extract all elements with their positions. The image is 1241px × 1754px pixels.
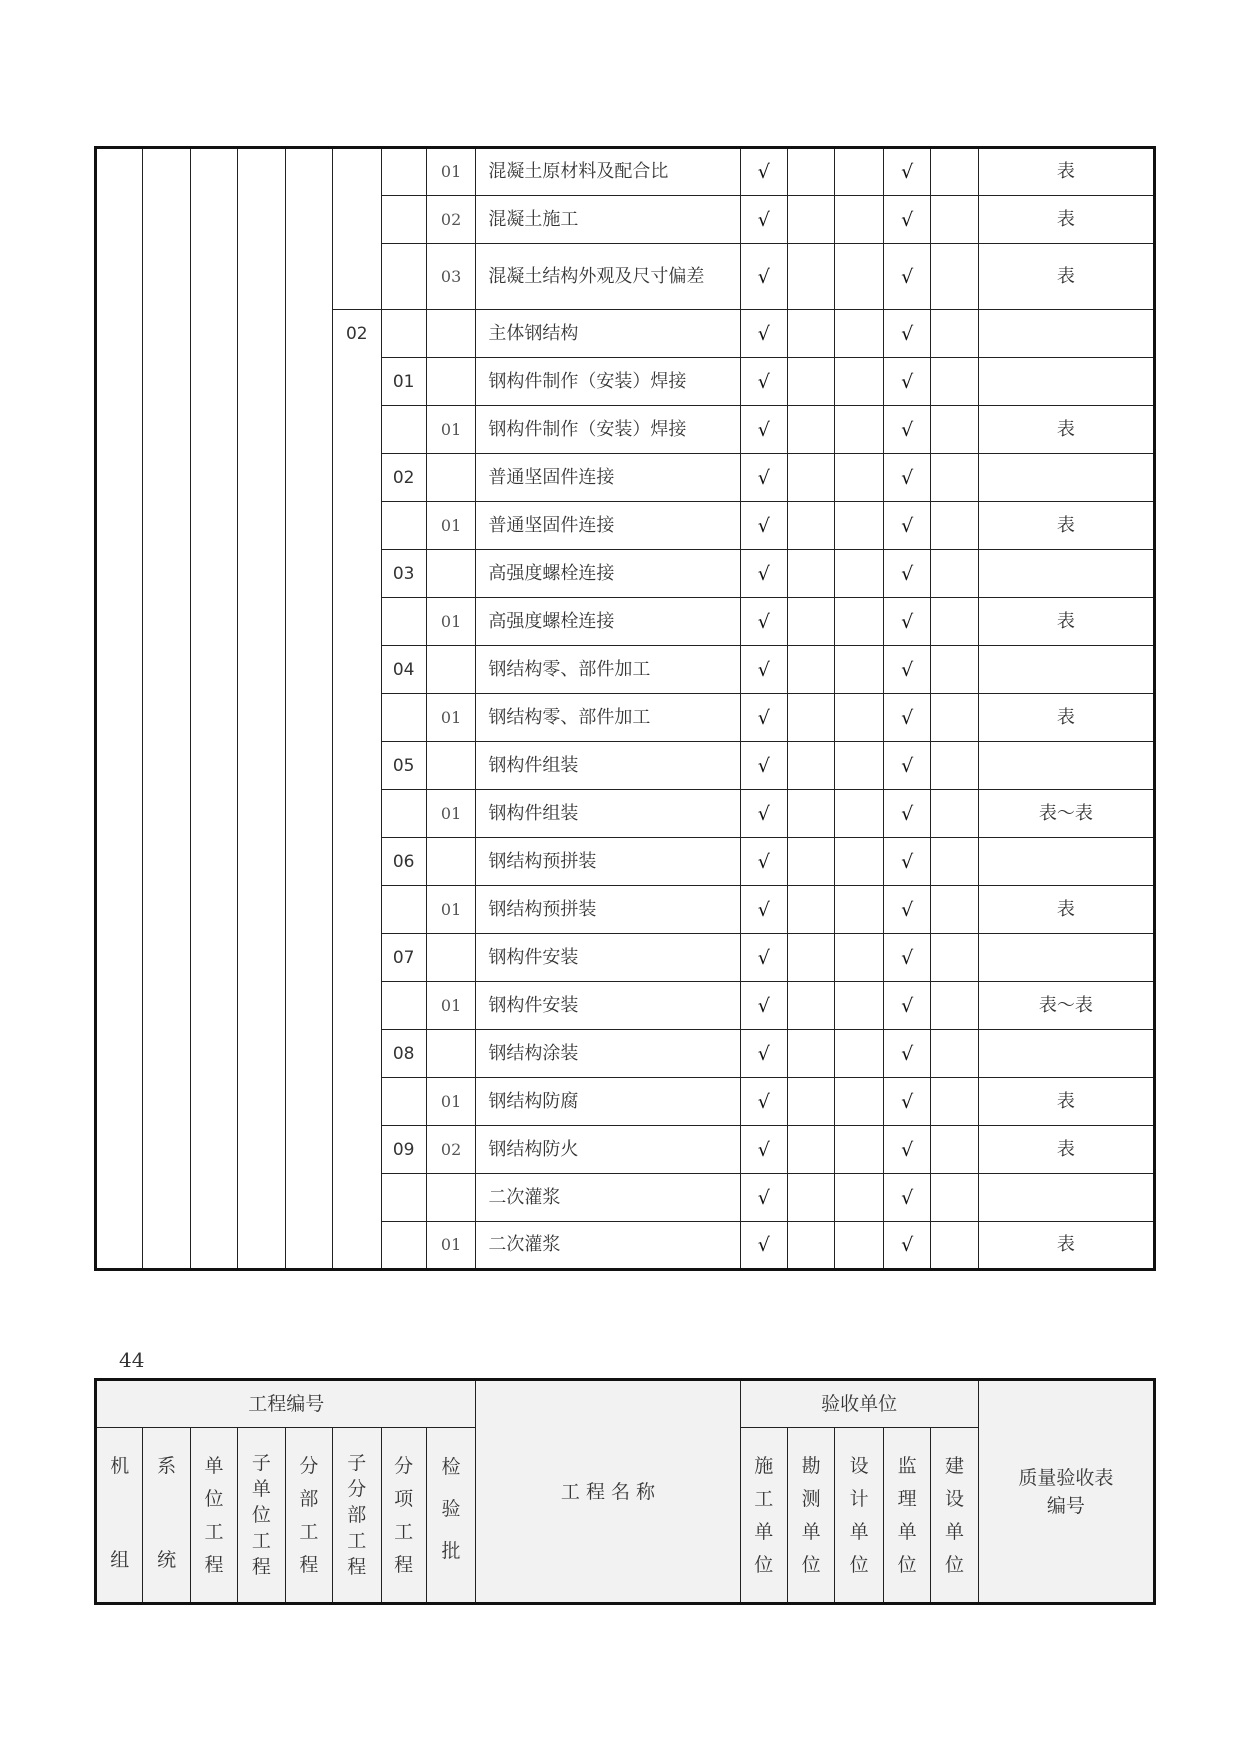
sub-item-code-cell (381, 1174, 426, 1222)
batch-code-cell: 01 (426, 1078, 476, 1126)
design-unit-cell (835, 1078, 884, 1126)
design-unit-cell (835, 196, 884, 244)
design-unit-cell (835, 1126, 884, 1174)
blank-code-cell (190, 148, 237, 1270)
header-char: 检 (441, 1456, 461, 1478)
construction-unit-check: √ (740, 1030, 787, 1078)
header-char: 位 (754, 1554, 774, 1576)
inspection-items-table (94, 146, 1156, 1271)
supervision-unit-check: √ (883, 742, 930, 790)
owner-unit-cell (931, 598, 978, 646)
subdivision-code-cell: 02 (333, 310, 382, 1270)
quality-table-number-cell: 表 (978, 1222, 1154, 1270)
owner-unit-cell (931, 310, 978, 358)
supervision-unit-check: √ (883, 598, 930, 646)
survey-unit-cell (787, 886, 834, 934)
header-char: 工 (394, 1521, 414, 1543)
survey-unit-cell (787, 1174, 834, 1222)
project-name-cell: 二次灌浆 (476, 1174, 740, 1222)
design-unit-cell (835, 550, 884, 598)
sub-item-code-cell: 02 (381, 454, 426, 502)
acceptance-unit-column-header (931, 1428, 978, 1604)
quality-table-number-cell (978, 358, 1154, 406)
survey-unit-cell (787, 148, 834, 196)
header-char: 程 (347, 1556, 367, 1578)
sub-item-code-cell (381, 406, 426, 454)
design-unit-cell (835, 1030, 884, 1078)
project-name-cell: 混凝土原材料及配合比 (476, 148, 740, 196)
project-name-cell: 钢结构涂装 (476, 1030, 740, 1078)
batch-code-cell: 01 (426, 790, 476, 838)
header-char: 位 (251, 1504, 271, 1526)
supervision-unit-check: √ (883, 406, 930, 454)
construction-unit-check: √ (740, 244, 787, 310)
header-char: 测 (801, 1488, 821, 1510)
quality-table-number-cell (978, 742, 1154, 790)
batch-code-cell (426, 454, 476, 502)
survey-unit-cell (787, 358, 834, 406)
supervision-unit-check: √ (883, 646, 930, 694)
supervision-unit-check: √ (883, 790, 930, 838)
survey-unit-cell (787, 1126, 834, 1174)
quality-table-number-cell (978, 1174, 1154, 1222)
construction-unit-check: √ (740, 550, 787, 598)
quality-table-number-cell (978, 1030, 1154, 1078)
supervision-unit-check: √ (883, 1126, 930, 1174)
construction-unit-check: √ (740, 196, 787, 244)
batch-code-cell: 01 (426, 886, 476, 934)
project-name-cell: 钢结构预拼装 (476, 838, 740, 886)
batch-code-cell (426, 358, 476, 406)
sub-item-code-cell (381, 790, 426, 838)
owner-unit-cell (931, 148, 978, 196)
design-unit-cell (835, 646, 884, 694)
project-name-cell: 高强度螺栓连接 (476, 598, 740, 646)
sub-item-code-cell (381, 196, 426, 244)
design-unit-cell (835, 742, 884, 790)
quality-table-number-cell (978, 550, 1154, 598)
batch-code-cell (426, 310, 476, 358)
batch-code-cell (426, 550, 476, 598)
construction-unit-check: √ (740, 790, 787, 838)
batch-code-cell (426, 1030, 476, 1078)
design-unit-cell (835, 244, 884, 310)
header-char: 统 (157, 1549, 177, 1571)
survey-unit-cell (787, 310, 834, 358)
quality-table-number-cell (978, 934, 1154, 982)
supervision-unit-check: √ (883, 838, 930, 886)
acceptance-units-header: 验收单位 (740, 1380, 978, 1428)
header-char: 工 (347, 1530, 367, 1552)
owner-unit-cell (931, 454, 978, 502)
project-name-header: 工 程 名 称 (476, 1380, 740, 1604)
quality-table-number-cell: 表 (978, 148, 1154, 196)
supervision-unit-check: √ (883, 1030, 930, 1078)
header-char: 设 (945, 1488, 965, 1510)
owner-unit-cell (931, 742, 978, 790)
header-char: 分 (299, 1455, 319, 1477)
supervision-unit-check: √ (883, 244, 930, 310)
design-unit-cell (835, 934, 884, 982)
header-char: 系 (157, 1455, 177, 1477)
code-column-header (238, 1428, 285, 1604)
construction-unit-check: √ (740, 502, 787, 550)
supervision-unit-check: √ (883, 454, 930, 502)
owner-unit-cell (931, 196, 978, 244)
table-header (94, 1378, 1156, 1605)
project-code-header: 工程编号 (96, 1380, 476, 1428)
supervision-unit-check: √ (883, 550, 930, 598)
project-name-cell: 二次灌浆 (476, 1222, 740, 1270)
construction-unit-check: √ (740, 310, 787, 358)
header-char: 单 (754, 1521, 774, 1543)
construction-unit-check: √ (740, 1126, 787, 1174)
header-char: 单 (849, 1521, 869, 1543)
header-char: 监 (897, 1455, 917, 1477)
construction-unit-check: √ (740, 358, 787, 406)
header-char: 批 (441, 1540, 461, 1562)
header-char: 机 (110, 1455, 130, 1477)
owner-unit-cell (931, 886, 978, 934)
project-name-cell: 钢结构预拼装 (476, 886, 740, 934)
quality-table-number-cell: 表 (978, 1078, 1154, 1126)
design-unit-cell (835, 1174, 884, 1222)
header-char: 位 (801, 1554, 821, 1576)
construction-unit-check: √ (740, 148, 787, 196)
code-column-header (190, 1428, 237, 1604)
sub-item-code-cell: 09 (381, 1126, 426, 1174)
project-name-cell: 钢结构零、部件加工 (476, 694, 740, 742)
supervision-unit-check: √ (883, 502, 930, 550)
quality-table-number-cell (978, 838, 1154, 886)
quality-table-number-cell: 表 (978, 406, 1154, 454)
header-char: 单 (945, 1521, 965, 1543)
sub-item-code-cell (381, 148, 426, 196)
header-char: 计 (849, 1488, 869, 1510)
sub-item-code-cell (381, 1078, 426, 1126)
owner-unit-cell (931, 934, 978, 982)
owner-unit-cell (931, 1174, 978, 1222)
sub-item-code-cell (381, 694, 426, 742)
batch-code-cell (426, 934, 476, 982)
quality-table-number-cell: 表 (978, 598, 1154, 646)
supervision-unit-check: √ (883, 1174, 930, 1222)
batch-code-cell: 01 (426, 502, 476, 550)
sub-item-code-cell (381, 310, 426, 358)
construction-unit-check: √ (740, 934, 787, 982)
design-unit-cell (835, 454, 884, 502)
owner-unit-cell (931, 1078, 978, 1126)
owner-unit-cell (931, 1222, 978, 1270)
batch-code-cell (426, 742, 476, 790)
header-char: 程 (394, 1554, 414, 1576)
construction-unit-check: √ (740, 742, 787, 790)
owner-unit-cell (931, 838, 978, 886)
construction-unit-check: √ (740, 598, 787, 646)
sub-item-code-cell (381, 1222, 426, 1270)
design-unit-cell (835, 358, 884, 406)
header-char: 部 (347, 1504, 367, 1526)
design-unit-cell (835, 406, 884, 454)
sub-item-code-cell (381, 886, 426, 934)
survey-unit-cell (787, 1030, 834, 1078)
acceptance-unit-column-header (740, 1428, 787, 1604)
survey-unit-cell (787, 196, 834, 244)
header-char: 理 (897, 1488, 917, 1510)
project-name-cell: 钢构件安装 (476, 982, 740, 1030)
design-unit-cell (835, 886, 884, 934)
sub-item-code-cell: 04 (381, 646, 426, 694)
batch-code-cell: 02 (426, 1126, 476, 1174)
owner-unit-cell (931, 694, 978, 742)
design-unit-cell (835, 598, 884, 646)
survey-unit-cell (787, 244, 834, 310)
project-name-cell: 钢构件制作（安装）焊接 (476, 358, 740, 406)
survey-unit-cell (787, 982, 834, 1030)
sub-item-code-cell: 07 (381, 934, 426, 982)
survey-unit-cell (787, 406, 834, 454)
header-char: 施 (754, 1455, 774, 1477)
project-name-cell: 钢构件制作（安装）焊接 (476, 406, 740, 454)
quality-table-number-line1: 质量验收表 (1018, 1466, 1114, 1489)
subdivision-code-cell (333, 148, 382, 310)
construction-unit-check: √ (740, 454, 787, 502)
design-unit-cell (835, 310, 884, 358)
blank-code-cell (96, 148, 143, 1270)
survey-unit-cell (787, 550, 834, 598)
header-char: 位 (849, 1554, 869, 1576)
sub-item-code-cell (381, 244, 426, 310)
batch-code-cell: 01 (426, 1222, 476, 1270)
header-char: 位 (204, 1488, 224, 1510)
header-char: 工 (299, 1521, 319, 1543)
supervision-unit-check: √ (883, 982, 930, 1030)
quality-table-number-cell (978, 646, 1154, 694)
quality-table-number-cell: 表～表 (978, 790, 1154, 838)
survey-unit-cell (787, 1078, 834, 1126)
construction-unit-check: √ (740, 646, 787, 694)
header-char: 子 (251, 1452, 271, 1474)
sub-item-code-cell (381, 502, 426, 550)
batch-code-cell: 01 (426, 406, 476, 454)
quality-table-number-cell: 表 (978, 886, 1154, 934)
blank-code-cell (285, 148, 332, 1270)
header-char: 程 (251, 1556, 271, 1578)
construction-unit-check: √ (740, 694, 787, 742)
supervision-unit-check: √ (883, 310, 930, 358)
project-name-cell: 钢构件组装 (476, 790, 740, 838)
construction-unit-check: √ (740, 406, 787, 454)
quality-table-number-cell (978, 310, 1154, 358)
project-name-cell: 主体钢结构 (476, 310, 740, 358)
quality-table-number-cell (978, 454, 1154, 502)
survey-unit-cell (787, 838, 834, 886)
header-char: 分 (347, 1478, 367, 1500)
code-column-header (285, 1428, 332, 1604)
header-char: 验 (441, 1498, 461, 1520)
construction-unit-check: √ (740, 1174, 787, 1222)
blank-code-cell (143, 148, 190, 1270)
header-char: 勘 (801, 1455, 821, 1477)
batch-code-cell: 02 (426, 196, 476, 244)
batch-code-cell: 01 (426, 694, 476, 742)
acceptance-unit-column-header (883, 1428, 930, 1604)
quality-table-number-header (978, 1380, 1154, 1604)
header-char: 部 (299, 1488, 319, 1510)
survey-unit-cell (787, 694, 834, 742)
quality-table-number-cell: 表 (978, 1126, 1154, 1174)
construction-unit-check: √ (740, 1222, 787, 1270)
batch-code-cell: 01 (426, 982, 476, 1030)
header-char: 单 (801, 1521, 821, 1543)
owner-unit-cell (931, 1126, 978, 1174)
supervision-unit-check: √ (883, 934, 930, 982)
owner-unit-cell (931, 790, 978, 838)
code-column-header (426, 1428, 476, 1604)
design-unit-cell (835, 502, 884, 550)
project-name-cell: 钢构件组装 (476, 742, 740, 790)
header-char: 子 (347, 1452, 367, 1474)
survey-unit-cell (787, 1222, 834, 1270)
design-unit-cell (835, 1222, 884, 1270)
project-name-cell: 高强度螺栓连接 (476, 550, 740, 598)
header-char: 单 (897, 1521, 917, 1543)
supervision-unit-check: √ (883, 1222, 930, 1270)
owner-unit-cell (931, 244, 978, 310)
batch-code-cell: 01 (426, 148, 476, 196)
design-unit-cell (835, 982, 884, 1030)
owner-unit-cell (931, 1030, 978, 1078)
header-char: 工 (754, 1488, 774, 1510)
design-unit-cell (835, 148, 884, 196)
project-name-cell: 混凝土施工 (476, 196, 740, 244)
project-name-cell: 钢构件安装 (476, 934, 740, 982)
header-char: 组 (110, 1549, 130, 1571)
header-char: 分 (394, 1455, 414, 1477)
sub-item-code-cell: 05 (381, 742, 426, 790)
sub-item-code-cell: 01 (381, 358, 426, 406)
project-name-cell: 钢结构零、部件加工 (476, 646, 740, 694)
design-unit-cell (835, 694, 884, 742)
code-column-header (381, 1428, 426, 1604)
header-char: 工 (251, 1530, 271, 1552)
construction-unit-check: √ (740, 1078, 787, 1126)
survey-unit-cell (787, 790, 834, 838)
supervision-unit-check: √ (883, 694, 930, 742)
code-column-header (143, 1428, 190, 1604)
quality-table-number-line2: 编号 (1046, 1494, 1085, 1517)
quality-table-number-cell: 表 (978, 196, 1154, 244)
project-name-cell: 钢结构防火 (476, 1126, 740, 1174)
sub-item-code-cell (381, 982, 426, 1030)
sub-item-code-cell: 06 (381, 838, 426, 886)
quality-table-number-cell: 表 (978, 244, 1154, 310)
owner-unit-cell (931, 406, 978, 454)
supervision-unit-check: √ (883, 148, 930, 196)
batch-code-cell (426, 838, 476, 886)
header-char: 位 (945, 1554, 965, 1576)
header-char: 程 (204, 1554, 224, 1576)
survey-unit-cell (787, 646, 834, 694)
code-column-header (96, 1428, 143, 1604)
sub-item-code-cell (381, 598, 426, 646)
survey-unit-cell (787, 502, 834, 550)
supervision-unit-check: √ (883, 1078, 930, 1126)
blank-code-cell (238, 148, 285, 1270)
header-char: 项 (394, 1488, 414, 1510)
header-char: 位 (897, 1554, 917, 1576)
sub-item-code-cell: 08 (381, 1030, 426, 1078)
design-unit-cell (835, 790, 884, 838)
owner-unit-cell (931, 646, 978, 694)
header-char: 设 (849, 1455, 869, 1477)
construction-unit-check: √ (740, 886, 787, 934)
header-char: 单 (251, 1478, 271, 1500)
sub-item-code-cell: 03 (381, 550, 426, 598)
owner-unit-cell (931, 502, 978, 550)
project-name-cell: 普通坚固件连接 (476, 454, 740, 502)
construction-unit-check: √ (740, 838, 787, 886)
page-number: 44 (119, 1348, 145, 1372)
table-row (96, 148, 1155, 196)
project-name-cell: 普通坚固件连接 (476, 502, 740, 550)
supervision-unit-check: √ (883, 886, 930, 934)
header-char: 工 (204, 1521, 224, 1543)
batch-code-cell (426, 1174, 476, 1222)
header-char: 单 (204, 1455, 224, 1477)
survey-unit-cell (787, 454, 834, 502)
owner-unit-cell (931, 550, 978, 598)
supervision-unit-check: √ (883, 196, 930, 244)
code-column-header (333, 1428, 382, 1604)
survey-unit-cell (787, 742, 834, 790)
acceptance-unit-column-header (787, 1428, 834, 1604)
project-name-cell: 混凝土结构外观及尺寸偏差 (476, 244, 740, 310)
batch-code-cell: 01 (426, 598, 476, 646)
owner-unit-cell (931, 358, 978, 406)
header-char: 建 (945, 1455, 965, 1477)
owner-unit-cell (931, 982, 978, 1030)
quality-table-number-cell: 表～表 (978, 982, 1154, 1030)
construction-unit-check: √ (740, 982, 787, 1030)
batch-code-cell: 03 (426, 244, 476, 310)
supervision-unit-check: √ (883, 358, 930, 406)
quality-table-number-cell: 表 (978, 694, 1154, 742)
quality-table-number-cell: 表 (978, 502, 1154, 550)
project-name-cell: 钢结构防腐 (476, 1078, 740, 1126)
acceptance-unit-column-header (835, 1428, 884, 1604)
header-char: 程 (299, 1554, 319, 1576)
design-unit-cell (835, 838, 884, 886)
survey-unit-cell (787, 934, 834, 982)
survey-unit-cell (787, 598, 834, 646)
batch-code-cell (426, 646, 476, 694)
